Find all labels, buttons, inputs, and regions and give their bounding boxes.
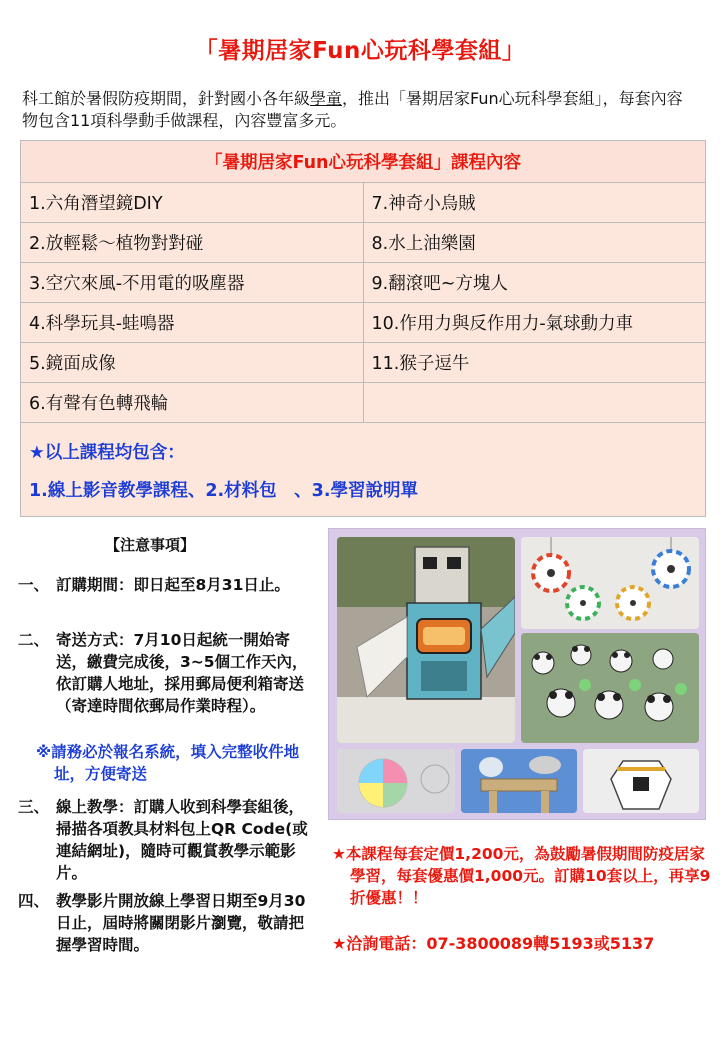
intro-text-2: ，推出「暑期居家Fun心玩科學套組」，每套內容物包含11項科學動手做課程，內容豐富多元。 <box>22 89 683 130</box>
course-cell: 1.六角潛望鏡DIY <box>21 183 364 223</box>
notes-title: 【注意事項】 <box>105 536 196 554</box>
course-cell: 10.作用力與反作用力-氣球動力車 <box>363 303 706 343</box>
table-row <box>21 263 706 303</box>
spinning-wheel-photo <box>521 537 699 629</box>
intro-underlined: 學童 <box>310 89 343 108</box>
note-number: 三、 <box>18 798 50 816</box>
course-cell: 6.有聲有色轉飛輪 <box>21 383 364 423</box>
course-includes-list: 1.線上影音教學課程、2.材料包 、3.學習說明單 <box>29 480 418 501</box>
table-row <box>21 223 706 263</box>
panda-cube-photo <box>521 633 699 743</box>
course-cell: 4.科學玩具-蛙鳴器 <box>21 303 364 343</box>
mirror-image-photo <box>337 749 455 813</box>
course-cell: 2.放輕鬆～植物對對碰 <box>21 223 364 263</box>
table-row <box>21 303 706 343</box>
note-text: 訂購期間：即日起至8月31日止。 <box>56 576 290 594</box>
page-title: 「暑期居家Fun心玩科學套組」 <box>194 38 526 64</box>
note-text: 教學影片開放線上學習日期至9月30日止，屆時將關閉影片瀏覽，敬請把握學習時間。 <box>56 892 306 954</box>
course-table-header: 「暑期居家Fun心玩科學套組」課程內容 <box>21 141 706 183</box>
note-number: 二、 <box>18 631 50 649</box>
course-cell: 5.鏡面成像 <box>21 343 364 383</box>
note-text: 寄送方式：7月10日起統一開始寄送，繳費完成後，3~5個工作天內，依訂購人地址，採用郵局便利箱寄送（寄達時間依郵局作業時程）。 <box>56 631 308 715</box>
periscope-robot-photo <box>337 537 515 743</box>
table-row <box>21 183 706 223</box>
note-item <box>18 629 310 717</box>
course-includes <box>21 423 706 517</box>
note-number: 一、 <box>18 576 50 594</box>
course-cell: 7.神奇小烏賊 <box>363 183 706 223</box>
course-includes-title: ★以上課程均包含： <box>29 442 185 463</box>
price-info: ★本課程每套定價1,200元，為鼓勵暑假期間防疫居家學習，每套優惠價1,000元。訂購10套以上，再享9折優惠！！ <box>332 845 711 907</box>
address-reminder: ※請務必於報名系統，填入完整收件地址，方便寄送 <box>36 743 300 783</box>
course-cell-empty <box>363 383 706 423</box>
note-item <box>18 796 310 884</box>
table-footer-row <box>21 423 706 517</box>
course-cell: 3.空穴來風-不用電的吸塵器 <box>21 263 364 303</box>
table-row <box>21 383 706 423</box>
table-row <box>21 343 706 383</box>
note-number: 四、 <box>18 892 50 910</box>
vacuum-box-photo <box>583 749 699 813</box>
course-cell: 8.水上油樂園 <box>363 223 706 263</box>
intro-text-1: 科工館於暑假防疫期間，針對國小各年級 <box>22 89 311 108</box>
note-text: 線上教學：訂購人收到科學套組後，掃描各項教具材料包上QR Code(或連結網址)，隨時可觀賞教學示範影片。 <box>56 798 308 882</box>
course-cell: 11.猴子逗牛 <box>363 343 706 383</box>
note-item <box>18 890 310 956</box>
course-cell: 9.翻滾吧~方塊人 <box>363 263 706 303</box>
note-item <box>18 574 310 596</box>
course-table <box>20 140 706 517</box>
product-photo-collage <box>328 528 706 820</box>
monkey-ox-photo <box>461 749 577 813</box>
contact-phone: ★洽詢電話：07-3800089轉5193或5137 <box>332 934 655 953</box>
intro-paragraph <box>22 88 698 132</box>
